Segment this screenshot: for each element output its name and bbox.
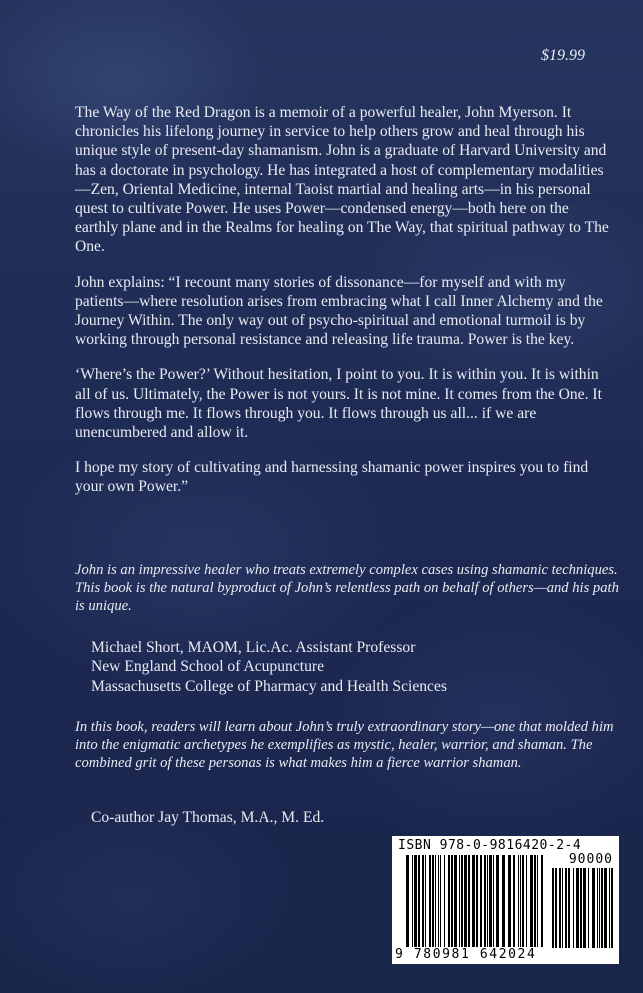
attribution-line: Michael Short, MAOM, Lic.Ac. Assistant Professor (91, 639, 416, 656)
barcode-bar (454, 855, 457, 947)
addon-barcode-bars (552, 868, 614, 948)
barcode-bar (418, 855, 420, 947)
barcode-bar (573, 868, 574, 948)
barcode-bar (422, 855, 424, 947)
barcode-bar (609, 868, 610, 948)
barcode-bar (432, 855, 434, 947)
barcode-bar (406, 855, 409, 947)
barcode-bar (476, 855, 478, 947)
coauthor-attribution: Co-author Jay Thomas, M.A., M. Ed. (91, 809, 325, 826)
endorsement-quote: John is an impressive healer who treats extremely complex cases using shamanic techniques. This book is the natural byproduct of John’s relentless path on behalf of others—and his path is unique. (75, 562, 619, 615)
paragraph: John explains: “I recount many stories of dissonance—for myself and with my patients—where resolution arises from embracing what I call Inner Alchemy and the Journey Within. The only way out of psycho-spiritual and emotional turmoil is by working through personal resistance and releasing life trauma. Power is the key. (75, 273, 603, 349)
barcode-bar (530, 855, 533, 947)
barcode-bar (597, 868, 598, 948)
price-label: $19.99 (541, 47, 585, 64)
barcode-bar (451, 855, 453, 947)
ean-barcode-bars (406, 855, 546, 947)
barcode-bar (518, 855, 519, 947)
barcode-bar (480, 855, 482, 947)
barcode-bar (461, 855, 463, 947)
barcode-bar (537, 855, 538, 947)
barcode-bar (435, 855, 436, 947)
endorsement-attribution (91, 638, 447, 696)
barcode-bar (513, 855, 515, 947)
barcode-bar (429, 855, 431, 947)
barcode-bar (444, 855, 445, 947)
barcode-bar (493, 855, 494, 947)
paragraph: The Way of the Red Dragon is a memoir of a powerful healer, John Myerson. It chronicles his lifelong journey in service to help others grow and heal through his unique style of present-day shamanism. John is a graduate of Harvard University and has a doctorate in psychology. He has integrated a host of complementary modalities—Zen, Oriental Medicine, internal Taoist martial and healing arts—in his personal quest to cultivate Power. He uses Power—condensed energy—both here on the earthly plane and in the Realms for healing on The Way, that spiritual pathway to The One. (75, 104, 609, 256)
barcode-bar (414, 855, 417, 947)
barcode-bar (588, 868, 589, 948)
price-code: 90000 (568, 852, 613, 867)
barcode-bar (508, 855, 511, 947)
barcode-bar (459, 855, 460, 947)
barcode-bar (468, 855, 470, 947)
isbn-label: ISBN 978-0-9816420-2-4 (398, 838, 582, 853)
barcode-bar (604, 868, 607, 948)
barcode-bar (565, 868, 567, 948)
attribution-line: Massachusetts College of Pharmacy and Health Sciences (91, 677, 447, 695)
barcode-bar (526, 855, 527, 947)
barcode-bar (484, 855, 486, 947)
isbn-barcode (392, 836, 619, 964)
barcode-bar (611, 868, 613, 948)
barcode-bar (438, 855, 439, 947)
barcode-bar (541, 855, 543, 947)
barcode-bar (534, 855, 536, 947)
barcode-bar (601, 868, 603, 948)
barcode-bar (440, 855, 441, 947)
ean-digits: 9 780981 642024 (395, 947, 537, 962)
paragraph: ‘Where’s the Power?’ Without hesitation, I point to you. It is within you. It is within all of us. Ultimately, the Power is not yours. It is not mine. It comes from the One. It flows through me. It flows through you. It flows through us all... if we are unencumbered and allow it. (75, 366, 602, 442)
barcode-bar (425, 855, 426, 947)
barcode-bar (412, 855, 413, 947)
barcode-bar (489, 855, 492, 947)
barcode-bar (568, 868, 570, 948)
barcode-bar (552, 868, 554, 948)
barcode-bar (496, 855, 499, 947)
paragraph: I hope my story of cultivating and harnessing shamanic power inspires you to find your own Power.” (75, 459, 589, 496)
barcode-bar (522, 855, 524, 947)
attribution-line: New England School of Acupuncture (91, 658, 324, 676)
barcode-bar (487, 855, 488, 947)
description (75, 103, 615, 513)
barcode-bar (520, 855, 521, 947)
barcode-bar (555, 868, 557, 948)
endorsement-quote: In this book, readers will learn about John’s truly extraordinary story—one that molded him into the enigmatic archetypes he exemplifies as mystic, healer, warrior, and shaman. The combined grit of these personas is what makes him a fierce warrior shaman. (75, 719, 614, 772)
barcode-bar (576, 868, 579, 948)
barcode-bar (448, 855, 450, 947)
barcode-bar (592, 868, 595, 948)
barcode-bar (472, 855, 475, 947)
barcode-bar (464, 855, 467, 947)
barcode-bar (562, 868, 563, 948)
barcode-bar (502, 855, 505, 947)
barcode-bar (580, 868, 582, 948)
barcode-bar (583, 868, 586, 948)
barcode-bar (559, 868, 561, 948)
barcode-bar (599, 868, 600, 948)
